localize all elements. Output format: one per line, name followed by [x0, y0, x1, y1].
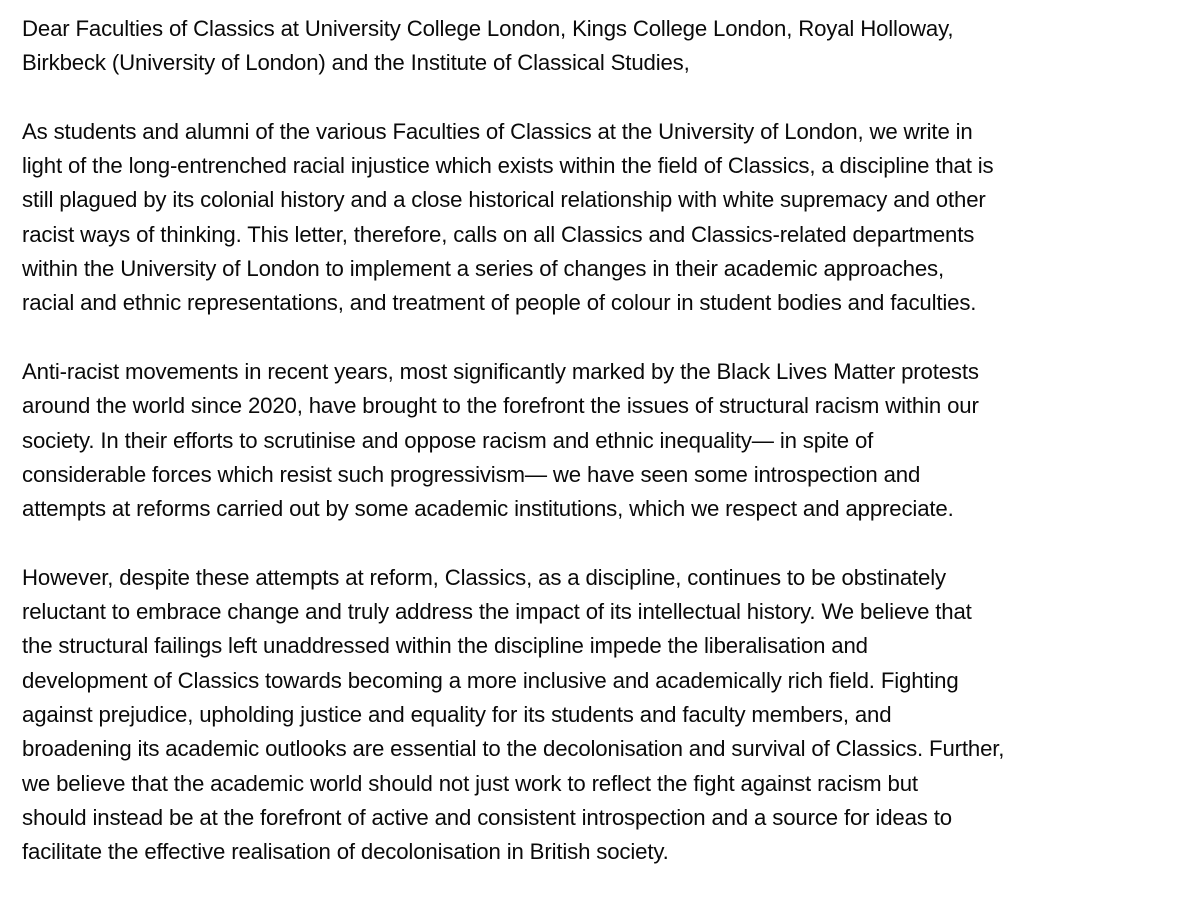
- paragraph-intro: [22, 115, 1190, 321]
- paragraph-line: racist ways of thinking. This letter, therefore, calls on all Classics and Classics-related departments: [22, 221, 975, 247]
- paragraph-line: Anti-racist movements in recent years, most significantly marked by the Black Lives Matter protests: [22, 358, 979, 384]
- paragraph-line: society. In their efforts to scrutinise and oppose racism and ethnic inequality— in spite of: [22, 427, 874, 453]
- paragraph-line: broadening its academic outlooks are essential to the decolonisation and survival of Classics. Further,: [22, 736, 1005, 762]
- salutation-line: Dear Faculties of Classics at University College London, Kings College London, Royal Holloway,: [22, 16, 954, 41]
- paragraph-line: However, despite these attempts at reform, Classics, as a discipline, continues to be obstinately: [22, 564, 946, 590]
- paragraph-line: the structural failings left unaddressed within the discipline impede the liberalisation and: [22, 633, 868, 659]
- paragraph-line: development of Classics towards becoming a more inclusive and academically rich field. Fighting: [22, 667, 959, 693]
- paragraph-line: facilitate the effective realisation of decolonisation in British society.: [22, 839, 669, 865]
- paragraph-line: As students and alumni of the various Faculties of Classics at the University of London, we write in: [22, 118, 973, 144]
- paragraph-reform: [22, 561, 1190, 870]
- salutation: [22, 12, 1190, 81]
- paragraph-line: attempts at reforms carried out by some academic institutions, which we respect and appreciate.: [22, 496, 954, 522]
- paragraph-line: still plagued by its colonial history and a close historical relationship with white supremacy and other: [22, 187, 986, 213]
- paragraph-line: around the world since 2020, have brought to the forefront the issues of structural racism within our: [22, 393, 979, 419]
- salutation-line: Birkbeck (University of London) and the Institute of Classical Studies,: [22, 50, 690, 76]
- paragraph-line: we believe that the academic world should not just work to reflect the fight against racism but: [22, 770, 918, 796]
- paragraph-line: considerable forces which resist such progressivism— we have seen some introspection and: [22, 461, 921, 487]
- paragraph-anti-racist-movements: [22, 355, 1190, 526]
- paragraph-line: light of the long-entrenched racial injustice which exists within the field of Classics, a discipline that is: [22, 153, 994, 179]
- paragraph-line: should instead be at the forefront of active and consistent introspection and a source for ideas to: [22, 804, 952, 830]
- paragraph-line: within the University of London to implement a series of changes in their academic approaches,: [22, 256, 944, 282]
- paragraph-line: against prejudice, upholding justice and equality for its students and faculty members, and: [22, 701, 892, 727]
- paragraph-line: racial and ethnic representations, and treatment of people of colour in student bodies and faculties.: [22, 290, 977, 316]
- paragraph-line: reluctant to embrace change and truly address the impact of its intellectual history. We believe that: [22, 599, 972, 625]
